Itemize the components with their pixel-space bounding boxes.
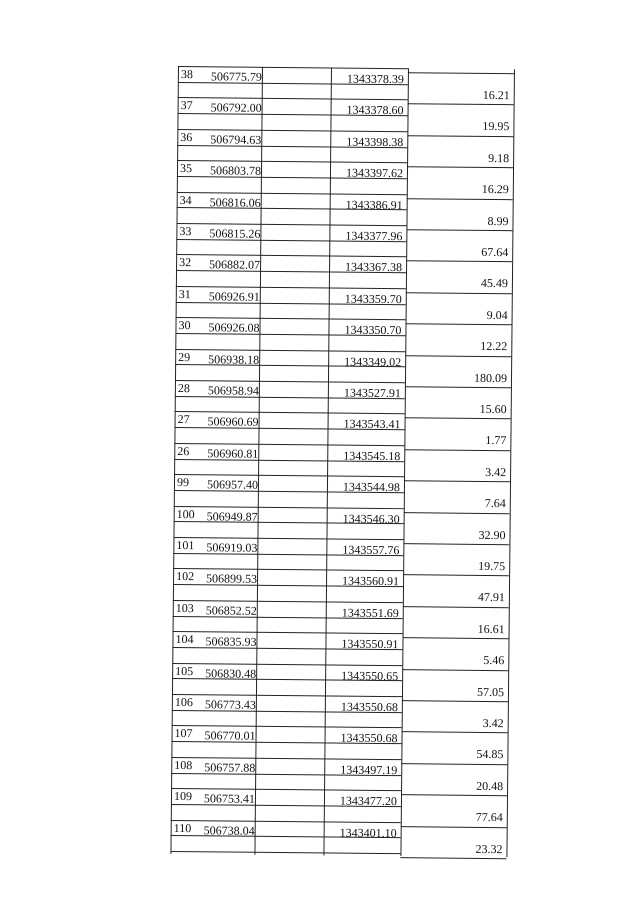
segment-distance: 67.64 — [481, 244, 509, 260]
segment-distance: 57.05 — [476, 684, 505, 699]
x-coordinate: 506830.48 — [205, 665, 257, 681]
distance-divider — [408, 104, 514, 106]
y-coordinate: 1343378.39 — [346, 71, 404, 87]
point-number: 32 — [179, 255, 192, 270]
segment-distance: 77.64 — [475, 810, 503, 825]
distance-divider — [403, 543, 509, 545]
point-number: 108 — [174, 757, 193, 772]
y-coordinate: 1343386.91 — [345, 197, 403, 212]
distance-divider — [407, 135, 513, 137]
point-number: 34 — [179, 192, 192, 207]
column-divider — [400, 68, 409, 856]
point-number: 99 — [176, 475, 190, 490]
x-coordinate: 506949.87 — [206, 508, 258, 524]
distance-divider — [407, 166, 513, 168]
point-number: 29 — [178, 349, 191, 364]
y-coordinate: 1343550.68 — [340, 699, 398, 715]
point-number: 26 — [177, 443, 190, 458]
segment-distance: 54.85 — [476, 747, 504, 762]
x-coordinate: 506852.52 — [205, 603, 257, 618]
segment-distance: 8.99 — [487, 213, 509, 228]
x-coordinate: 506770.01 — [204, 728, 256, 744]
x-coordinate: 506938.18 — [208, 351, 260, 367]
distance-divider — [405, 355, 511, 357]
segment-distance: 20.48 — [476, 778, 504, 793]
x-coordinate: 506792.00 — [210, 100, 262, 116]
x-coordinate: 506816.06 — [209, 194, 261, 210]
segment-distance: 7.64 — [484, 496, 506, 511]
y-coordinate: 1343557.76 — [342, 542, 400, 558]
segment-distance: 47.91 — [477, 590, 505, 605]
point-number: 104 — [175, 632, 194, 647]
y-coordinate: 1343377.96 — [345, 228, 403, 244]
segment-distance: 23.32 — [475, 841, 503, 856]
segment-distance: 45.49 — [480, 276, 508, 291]
distance-divider — [406, 323, 512, 325]
distance-divider — [404, 449, 510, 451]
point-number: 38 — [180, 67, 193, 82]
column-divider — [254, 67, 263, 855]
point-number: 35 — [179, 161, 193, 176]
distance-divider — [403, 637, 509, 639]
point-number: 30 — [178, 318, 191, 333]
x-coordinate: 506958.94 — [207, 383, 259, 398]
point-number: 37 — [180, 98, 193, 113]
segment-distance: 32.90 — [478, 527, 506, 542]
distance-divider — [406, 229, 512, 231]
point-number: 110 — [173, 820, 192, 835]
row-divider — [170, 851, 400, 854]
point-number: 107 — [174, 726, 193, 741]
y-coordinate: 1343378.60 — [346, 103, 404, 118]
distance-divider — [405, 418, 511, 420]
segment-distance: 12.22 — [480, 339, 508, 354]
point-number: 100 — [176, 506, 195, 521]
x-coordinate: 506899.53 — [206, 571, 258, 587]
segment-distance: 16.29 — [481, 182, 509, 197]
x-coordinate: 506882.07 — [209, 257, 261, 273]
x-coordinate: 506775.79 — [210, 69, 262, 84]
segment-distance: 19.95 — [482, 119, 510, 134]
point-number: 33 — [179, 224, 192, 239]
y-coordinate: 1343560.91 — [341, 573, 400, 589]
point-number: 31 — [178, 286, 191, 301]
segment-distance: 3.42 — [485, 464, 507, 479]
segment-distance: 180.09 — [473, 370, 508, 385]
distance-divider — [405, 386, 511, 388]
x-coordinate: 506757.88 — [204, 760, 256, 775]
point-number: 36 — [180, 129, 193, 144]
point-number: 102 — [176, 569, 195, 584]
point-number: 27 — [177, 412, 190, 427]
y-coordinate: 1343545.18 — [343, 448, 401, 463]
y-coordinate: 1343497.19 — [340, 762, 398, 777]
x-coordinate: 506960.69 — [207, 414, 259, 430]
x-coordinate: 506738.04 — [203, 822, 255, 838]
distance-divider — [401, 763, 507, 765]
x-coordinate: 506803.78 — [209, 163, 262, 178]
distance-divider — [406, 261, 512, 263]
segment-distance: 3.42 — [482, 715, 504, 731]
distance-divider — [404, 480, 510, 482]
y-coordinate: 1343546.30 — [342, 511, 400, 526]
distance-divider — [403, 606, 509, 608]
point-number: 103 — [175, 600, 194, 615]
segment-distance: 16.61 — [477, 621, 505, 636]
distance-divider — [403, 575, 509, 577]
distance-divider — [402, 732, 508, 734]
point-number: 105 — [175, 663, 194, 678]
distance-divider — [407, 198, 513, 200]
y-coordinate: 1343350.70 — [344, 322, 402, 338]
y-coordinate: 1343398.38 — [346, 134, 404, 149]
point-number: 28 — [177, 381, 190, 396]
y-coordinate: 1343359.70 — [344, 291, 402, 306]
y-coordinate: 1343527.91 — [343, 385, 401, 401]
segment-distance: 15.60 — [479, 401, 507, 417]
distance-divider — [401, 826, 507, 828]
x-coordinate: 506919.03 — [206, 540, 258, 555]
distance-divider — [404, 512, 510, 514]
segment-distance: 19.75 — [478, 558, 506, 574]
distance-divider — [402, 669, 508, 671]
x-coordinate: 506926.91 — [208, 289, 260, 304]
segment-distance: 16.21 — [482, 87, 510, 103]
column-divider — [323, 67, 332, 855]
segment-distance: 1.77 — [485, 433, 507, 448]
y-coordinate: 1343544.98 — [342, 479, 401, 495]
distance-divider — [406, 292, 512, 294]
segment-distance: 9.04 — [486, 307, 508, 322]
x-coordinate: 506773.43 — [204, 697, 256, 712]
y-coordinate: 1343477.20 — [339, 793, 398, 809]
x-coordinate: 506794.63 — [210, 132, 262, 147]
distance-divider — [400, 857, 506, 859]
y-coordinate: 1343550.91 — [341, 636, 399, 652]
y-coordinate: 1343543.41 — [343, 416, 401, 432]
y-coordinate: 1343401.10 — [339, 825, 397, 840]
segment-distance: 5.46 — [483, 653, 505, 668]
y-coordinate: 1343367.38 — [345, 260, 403, 275]
y-coordinate: 1343397.62 — [345, 165, 404, 181]
point-number: 101 — [176, 538, 195, 553]
x-coordinate: 506960.81 — [207, 446, 259, 461]
x-coordinate: 506926.08 — [208, 320, 260, 335]
y-coordinate: 1343551.69 — [341, 605, 399, 620]
coordinate-table — [170, 66, 514, 857]
distance-divider — [401, 794, 507, 796]
x-coordinate: 506815.26 — [209, 226, 261, 241]
x-coordinate: 506753.41 — [203, 791, 256, 806]
point-number: 109 — [173, 789, 193, 804]
x-coordinate: 506835.93 — [205, 634, 257, 649]
y-coordinate: 1343349.02 — [344, 354, 402, 369]
x-coordinate: 506957.40 — [206, 477, 259, 492]
segment-distance: 9.18 — [488, 150, 510, 165]
point-number: 106 — [174, 694, 193, 710]
y-coordinate: 1343550.65 — [341, 668, 399, 683]
distance-divider — [408, 72, 514, 74]
y-coordinate: 1343550.68 — [340, 730, 398, 746]
distance-divider — [402, 700, 508, 702]
